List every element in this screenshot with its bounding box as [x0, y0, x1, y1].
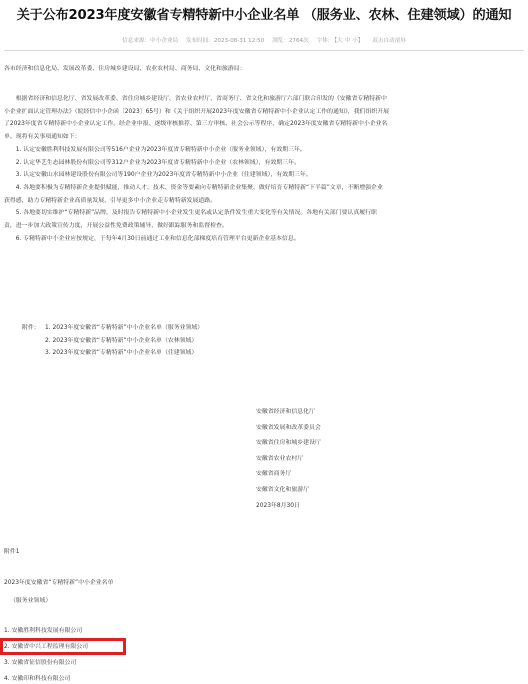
font-size-control	[316, 38, 364, 44]
attachment-link-3[interactable]: 3. 2023年度安徽省“专精特新”中小企业名单（住建领域）	[45, 350, 198, 356]
body-line: 责，进一步加大政策宣传力度，开展公益性免费政策辅导，做好跟踪服务和监督检查。	[4, 223, 228, 230]
title-divider	[4, 50, 524, 51]
attachments-label: 附件：	[22, 325, 40, 331]
font-small-link[interactable]: 小】	[352, 38, 364, 44]
font-size-label: 字体：	[316, 38, 334, 44]
body-line: 2. 认定华艺生态园林股份有限公司等312户企业为2023年度省专精特新中小企业（农林领域），有效期三年。	[4, 159, 300, 166]
list-title: 2023年度安徽省“专精特新”中小企业名单	[4, 580, 114, 586]
signatory: 安徽省文化和旅游厅	[256, 486, 310, 493]
body-line: 根据省经济和信息化厅、省发展改革委、省住房城乡建设厅、省农业农村厅、省商务厅、省文化和旅游厅六部门联合印发的《安徽省专精特新中	[4, 96, 387, 102]
company-item: 2. 安徽省中兴工程监理有限公司	[4, 644, 89, 650]
article-meta	[0, 36, 528, 44]
body-line: 小企业扩面认定管理办法》（皖经信中小企函〔2023〕65号）和《关于组织开展2023年度安徽省专精特新中小企业认定工作的通知》，我们组织开展	[4, 108, 390, 115]
body-line: 获得感，助力专精特新企业高质量发展，引导更多中小企业走专精特新发展道路。	[4, 197, 217, 204]
signatories	[256, 405, 321, 514]
body-line: 了2023年度省专精特新中小企业认定工作。经企业申报、逐级审核推荐、第三方审核、社会公示等程序，确定2023年度安徽省专精特新中小企业名	[4, 121, 388, 128]
attachment-link-1[interactable]: 1. 2023年度安徽省“专精特新”中小企业名单（服务业领域）	[45, 325, 204, 331]
article-body	[4, 93, 389, 245]
meta-source: 信息来源：中小企业局	[122, 38, 179, 44]
attachment-list	[45, 322, 203, 360]
appendix-title: 附件1	[4, 549, 20, 555]
body-line: 6. 专精特新中小企业应按规定，于每年4月30日前通过工业和信息化部梯度培育管理平台更新企业基本信息。	[4, 235, 300, 242]
attachment-link-2[interactable]: 2. 2023年度安徽省“专精特新”中小企业名单（农林领域）	[45, 337, 198, 344]
company-item: 3. 安徽省征信股份有限公司	[4, 660, 77, 666]
company-item: 4. 安徽印和科技有限公司	[4, 676, 71, 682]
signature-date: 2023年8月30日	[256, 502, 300, 509]
auto-scroll-link[interactable]: 双击自动滚屏	[372, 38, 406, 44]
body-line: 单。现将有关事项通知如下：	[4, 134, 81, 141]
company-item: 1. 安徽胜利科技发展有限公司	[4, 628, 83, 634]
highlight-box	[0, 638, 126, 655]
body-line: 1. 认定安徽胜利科技发展有限公司等516户企业为2023年度省专精特新中小企业（服务业领域），有效期三年。	[4, 146, 306, 153]
body-line: 4. 各地要积极为专精特新企业提供赋能，推动人才、技术、资金等要素向专精特新企业集聚，做好培育专精特新“下半篇”文章，不断增强企业	[4, 184, 383, 191]
font-medium-link[interactable]: 中	[344, 38, 351, 44]
signatory: 安徽省发展和改革委员会	[256, 424, 321, 431]
meta-views: 浏览：2764次	[272, 38, 309, 44]
signatory: 安徽省农业农村厅	[256, 455, 304, 462]
body-line: 3. 认定安徽山水园林建设股份有限公司等190户企业为2023年度省专精特新中小企业（住建领域），有效期三年。	[4, 172, 312, 179]
meta-publish-time: 发布时间：2023-08-31 12:50	[185, 38, 265, 44]
signatory: 安徽省商务厅	[256, 471, 292, 478]
list-subtitle: （服务业领域）	[10, 598, 52, 604]
article-title: 关于公布2023年度安徽省专精特新中小企业名单 （服务业、农林、住建领域）的通知	[16, 8, 512, 23]
salutation: 各市经济和信息化局、发展改革委、住房城乡建设局、农业农村局、商务局、文化和旅游局：	[4, 66, 246, 72]
body-line: 5. 各地要切实维护“专精特新”品牌，及时报告专精特新中小企业发生更名或认定条件发生重大变化等有关情况。各地有关部门要认真履行职	[4, 210, 377, 217]
signatory: 安徽省经济和信息化厅	[256, 409, 315, 415]
font-large-link[interactable]: 【大	[334, 38, 343, 44]
signatory: 安徽省住房和城乡建设厅	[256, 440, 321, 447]
